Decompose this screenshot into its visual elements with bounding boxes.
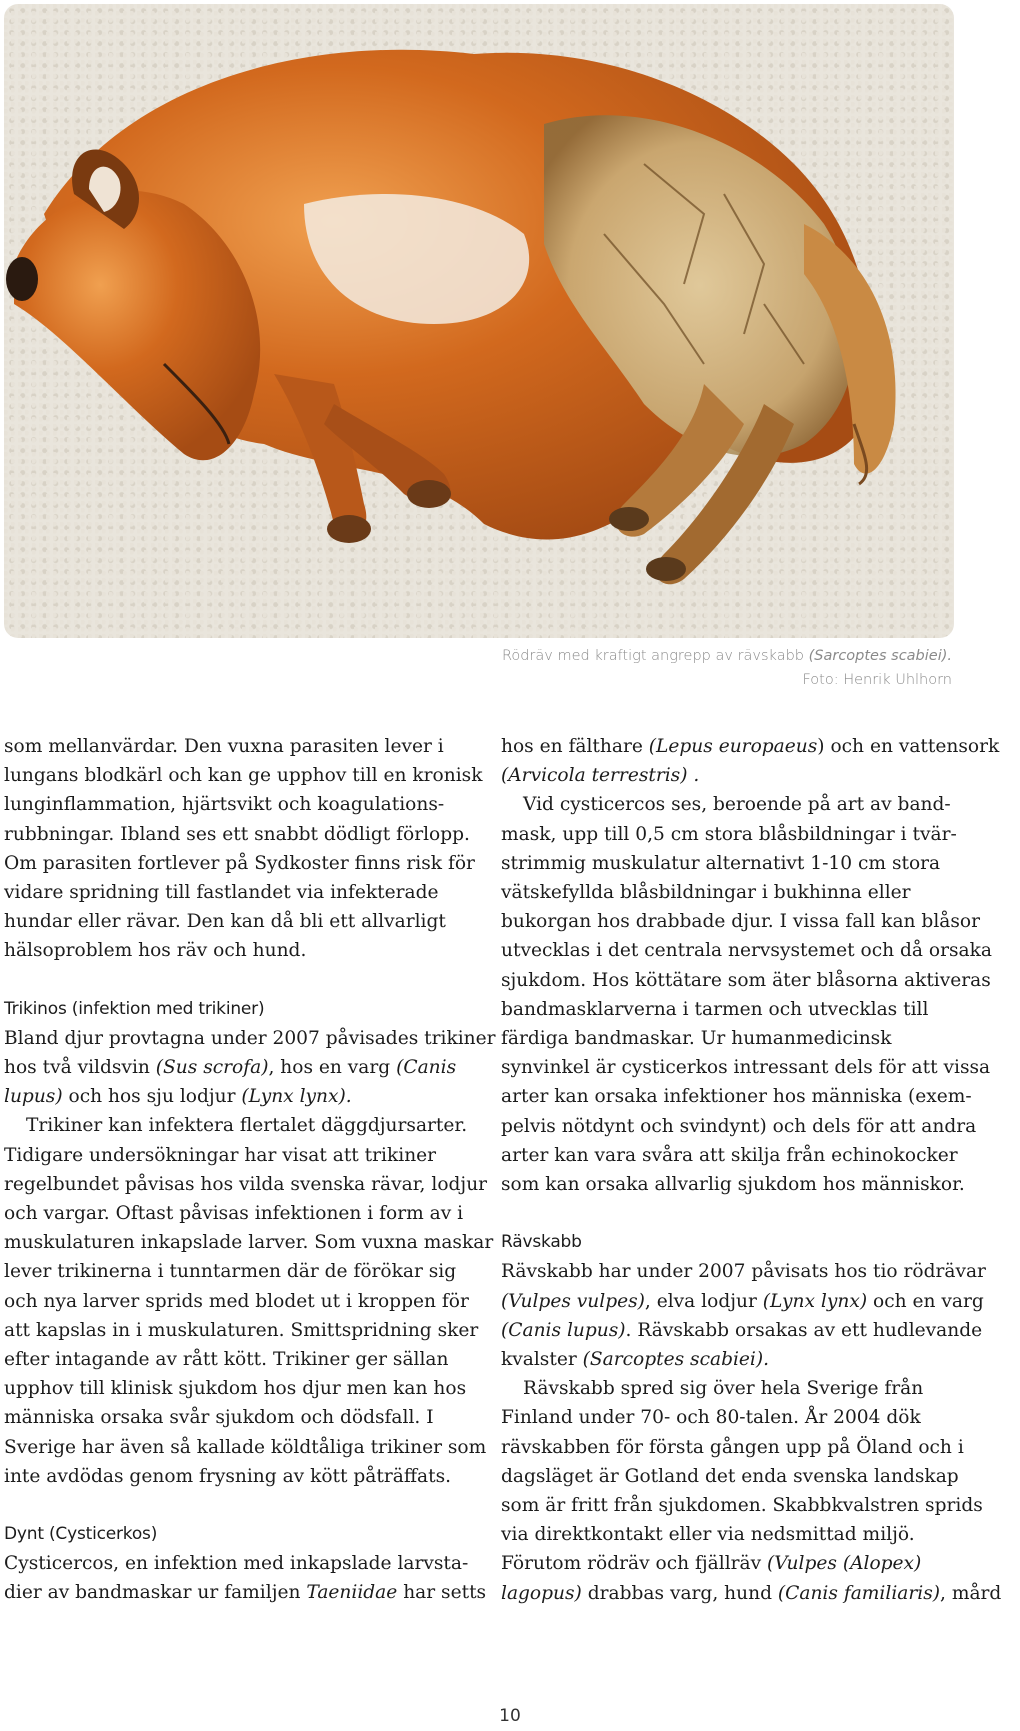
- species-name: (Sus scrofa): [155, 1057, 269, 1079]
- text-line: sjukdom. Hos köttätare som äter blåsorna aktiveras: [501, 969, 991, 991]
- family-name: Taeniidae: [306, 1582, 398, 1604]
- text-line: Cysticercos, en infektion med inkapslade larvsta-: [4, 1553, 469, 1575]
- text-run: , mård: [940, 1582, 1002, 1604]
- text-line: färdiga bandmaskar. Ur humanmedicinsk: [501, 1028, 892, 1050]
- text-run: hos en fälthare: [501, 736, 649, 757]
- text-line: Tidigare undersökningar har visat att trikiner: [4, 1144, 437, 1166]
- text-line: Om parasiten fortlever på Sydkoster finns risk för: [4, 852, 475, 874]
- text-run: har setts: [397, 1582, 487, 1604]
- paragraph-ravskabb-findings: [501, 1257, 986, 1374]
- text-line: rubbningar. Ibland ses ett snabbt dödligt förlopp.: [4, 823, 470, 845]
- species-name: (Lynx lynx).: [241, 1086, 352, 1108]
- caption-credit: Foto: Henrik Uhlhorn: [802, 672, 952, 688]
- text-run: och hos sju lodjur: [62, 1086, 242, 1108]
- species-name: (Lynx lynx): [762, 1290, 868, 1312]
- species-name: (Canis familiaris): [777, 1582, 940, 1604]
- text-line: utvecklas i det centrala nervsystemet och då orsaka: [501, 940, 992, 962]
- species-name: (Lepus europaeus: [648, 736, 818, 757]
- species-name: (Sarcoptes scabiei).: [582, 1349, 770, 1371]
- text-line: som är fritt från sjukdomen. Skabbkvalstren sprids: [501, 1495, 983, 1517]
- text-line: lever trikinerna i tunntarmen där de förökar sig: [4, 1261, 457, 1283]
- text-line: hälsoproblem hos räv och hund.: [4, 940, 307, 962]
- text-line: muskulaturen inkapslade larver. Som vuxna maskar: [4, 1232, 494, 1254]
- text-line: [501, 1287, 984, 1316]
- heading-dynt: Dynt (Cysticerkos): [4, 1524, 158, 1545]
- species-name: (Canis lupus): [501, 1319, 626, 1341]
- text-line: Bland djur provtagna under 2007 påvisades trikiner: [4, 1027, 496, 1049]
- text-line: [501, 732, 1000, 761]
- text-line: arter kan vara svåra att skilja från echinokocker: [501, 1144, 958, 1166]
- paragraph-cysticercos: [501, 790, 992, 1199]
- text-line: pelvis nötdynt och svindynt) och dels för att andra: [501, 1115, 977, 1137]
- text-line: arter kan orsaka infektioner hos människa (exem-: [501, 1086, 972, 1108]
- photo-caption: [432, 644, 952, 692]
- text-line: [501, 1316, 983, 1345]
- text-line: och nya larver sprids med blodet ut i kroppen för: [4, 1290, 469, 1312]
- text-line: dagsläget är Gotland det enda svenska landskap: [501, 1465, 959, 1487]
- species-name: lupus): [4, 1086, 63, 1108]
- text-line: lungans blodkärl och kan ge upphov till en kronisk: [4, 765, 483, 787]
- text-line: mask, upp till 0,5 cm stora blåsbildningar i tvär-: [501, 823, 957, 845]
- paragraph-dynt-cont: [501, 732, 1000, 790]
- text-line: och vargar. Oftast påvisas infektionen i form av i: [4, 1203, 464, 1225]
- paragraph-trikinos-info: [4, 1111, 494, 1491]
- text-line: [4, 1082, 469, 1111]
- species-name: (Vulpes (Alopex): [767, 1553, 922, 1575]
- text-line: som mellanvärdar. Den vuxna parasiten lever i: [4, 736, 444, 757]
- species-name: lagopus): [501, 1582, 582, 1604]
- text-line: [501, 1549, 956, 1578]
- text-line: Sverige har även så kallade köldtåliga trikiner som: [4, 1436, 487, 1458]
- text-run: Förutom rödräv och fjällräv: [501, 1553, 768, 1575]
- text-line: Rävskabb har under 2007 påvisats hos tio rödrävar: [501, 1261, 986, 1283]
- caption-species: (Sarcoptes scabiei).: [808, 648, 952, 664]
- text-run: . Rävskabb orsakas av ett hudlevande: [625, 1319, 983, 1341]
- text-line: synvinkel är cysticerkos intressant dels för att vissa: [501, 1057, 991, 1079]
- text-line: [501, 761, 956, 790]
- fox-illustration: [4, 4, 954, 638]
- caption-line-1: [432, 644, 952, 668]
- text-line: [501, 1579, 1002, 1608]
- text-line: Rävskabb spred sig över hela Sverige från: [523, 1378, 924, 1400]
- caption-text: Rödräv med kraftigt angrepp av rävskabb: [501, 648, 804, 664]
- text-line: via direktkontakt eller via nedsmittad miljö.: [501, 1524, 915, 1546]
- text-line: människa orsaka svår sjukdom och dödsfall. I: [4, 1407, 434, 1429]
- text-line: regelbundet påvisas hos vilda svenska rävar, lodjur: [4, 1173, 488, 1195]
- text-line: bandmasklarverna i tarmen och utvecklas till: [501, 998, 929, 1020]
- text-line: hundar eller rävar. Den kan då bli ett allvarligt: [4, 911, 446, 933]
- text-run: ) och en vattensork: [817, 736, 1000, 757]
- heading-ravskabb: Rävskabb: [501, 1232, 582, 1253]
- page-number: 10: [499, 1706, 521, 1726]
- text-line: vätskefyllda blåsbildningar i bukhinna eller: [501, 882, 911, 904]
- species-name: (Canis: [396, 1057, 457, 1079]
- text-line: vidare spridning till fastlandet via infekterade: [4, 882, 439, 904]
- text-run: kvalster: [501, 1349, 583, 1371]
- paragraph-dynt: [4, 1549, 487, 1607]
- text-line: bukorgan hos drabbade djur. I vissa fall kan blåsor: [501, 911, 980, 933]
- text-line: Vid cysticercos ses, beroende på art av band-: [523, 794, 951, 816]
- text-line: [501, 1345, 956, 1374]
- paragraph-lungworm: [4, 732, 483, 966]
- species-name: (Arvicola terrestris) .: [501, 765, 700, 787]
- right-column: [501, 732, 1002, 1608]
- text-run: drabbas varg, hund: [581, 1582, 778, 1604]
- text-line: upphov till klinisk sjukdom hos djur men kan hos: [4, 1378, 467, 1400]
- text-line: inte avdödas genom frysning av kött påträffats.: [4, 1465, 452, 1487]
- text-run: dier av bandmaskar ur familjen: [4, 1582, 307, 1604]
- left-column: [4, 732, 496, 1608]
- text-line: som kan orsaka allvarlig sjukdom hos människor.: [501, 1174, 965, 1196]
- fox-photo: [4, 4, 954, 638]
- heading-trikinos: Trikinos (infektion med trikiner): [4, 998, 265, 1019]
- text-run: hos två vildsvin: [4, 1057, 156, 1079]
- text-line: lunginflammation, hjärtsvikt och koagulations-: [4, 794, 445, 816]
- text-run: och en varg: [867, 1290, 984, 1312]
- text-line: rävskabben för första gången upp på Öland och i: [501, 1436, 964, 1458]
- paragraph-ravskabb-spread: [501, 1374, 1002, 1608]
- text-line: att kapslas in i muskulaturen. Smittspridning sker: [4, 1319, 479, 1341]
- text-line: strimmig muskulatur alternativt 1-10 cm stora: [501, 852, 941, 874]
- text-line: efter intagande av rått kött. Trikiner ger sällan: [4, 1349, 449, 1371]
- text-line: Trikiner kan infektera flertalet däggdjursarter.: [26, 1115, 468, 1137]
- text-line: Finland under 70- och 80-talen. År 2004 dök: [501, 1407, 921, 1429]
- text-line: [4, 1578, 487, 1607]
- text-line: [4, 1053, 469, 1082]
- paragraph-trikinos-findings: [4, 1024, 496, 1112]
- text-run: , hos en varg: [268, 1057, 397, 1079]
- species-name: (Vulpes vulpes): [501, 1290, 645, 1312]
- text-run: , elva lodjur: [644, 1290, 763, 1312]
